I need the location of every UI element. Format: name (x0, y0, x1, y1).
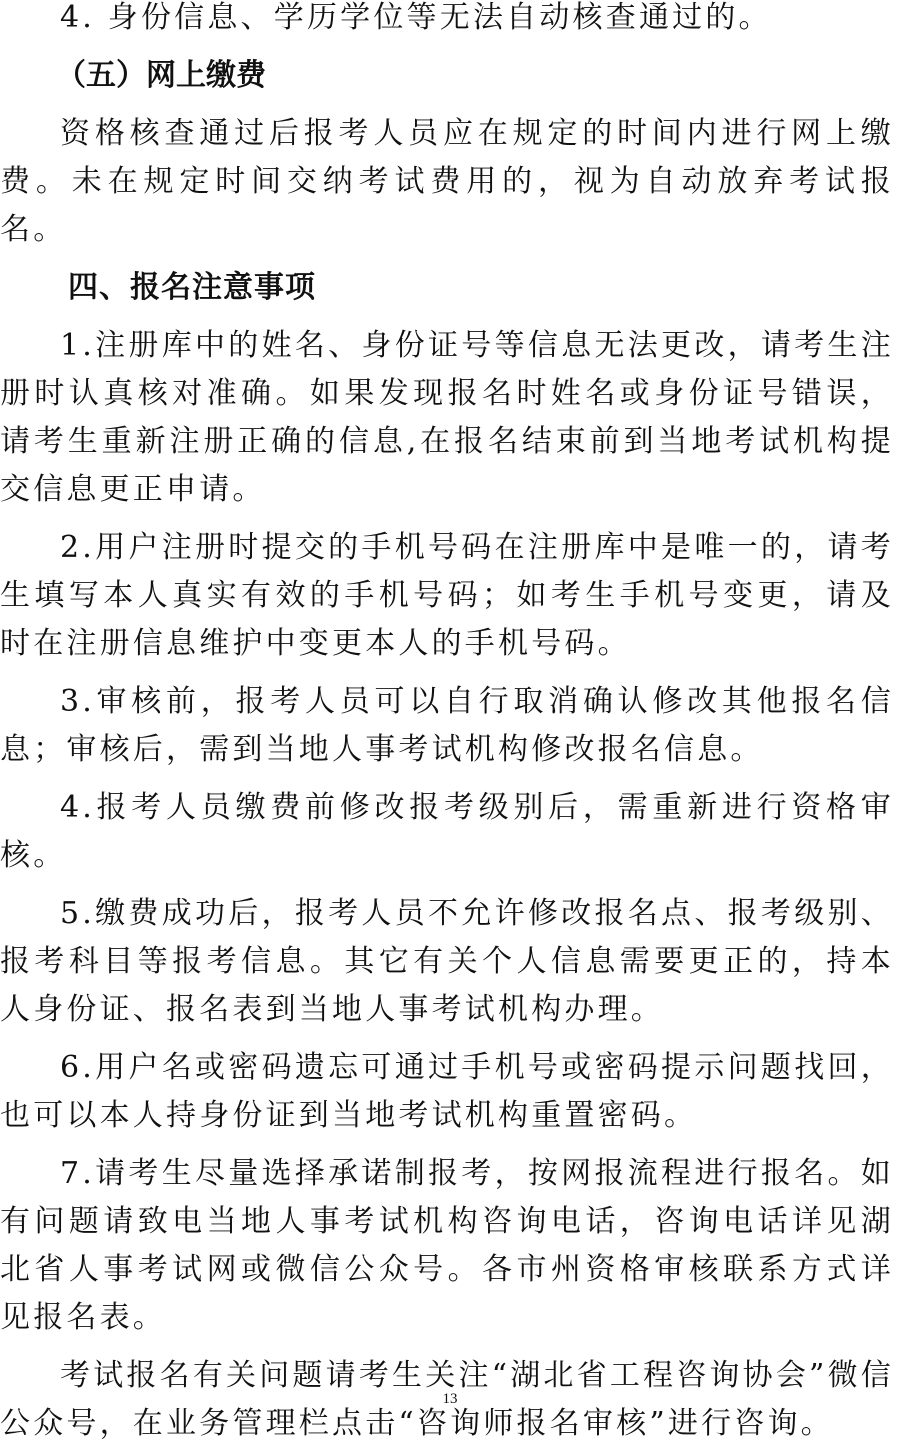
paragraph-payment-rule: 资格核查通过后报考人员应在规定的时间内进行网上缴费。未在规定时间交纳考试费用的，视为自动放弃考试报名。 (0, 116, 894, 247)
page-number: 13 (442, 1391, 458, 1407)
paragraph-note-2: 2.用户注册时提交的手机号码在注册库中是唯一的，请考生填写本人真实有效的手机号码；如考生手机号变更，请及时在注册信息维护中变更本人的手机号码。 (0, 530, 894, 661)
paragraph-note-1: 1.注册库中的姓名、身份证号等信息无法更改，请考生注册时认真核对准确。如果发现报名时姓名或身份证号错误，请考生重新注册正确的信息,在报名结束前到当地考试机构提交信息更正申请。 (0, 328, 894, 507)
section-heading-registration-notes: 四、报名注意事项 (68, 270, 316, 305)
subheading-online-payment: （五）网上缴费 (56, 58, 266, 93)
paragraph-note-4: 4.报考人员缴费前修改报考级别后，需重新进行资格审核。 (0, 790, 894, 873)
paragraph-note-6: 6.用户名或密码遗忘可通过手机号或密码提示问题找回，也可以本人持身份证到当地考试机构重置密码。 (0, 1050, 894, 1133)
paragraph-note-5: 5.缴费成功后，报考人员不允许修改报名点、报考级别、报考科目等报考信息。其它有关个人信息需要更正的，持本人身份证、报名表到当地人事考试机构办理。 (0, 896, 894, 1027)
paragraph-note-7: 7.请考生尽量选择承诺制报考，按网报流程进行报名。如有问题请致电当地人事考试机构咨询电话，咨询电话详见湖北省人事考试网或微信公众号。各市州资格审核联系方式详见报名表。 (0, 1156, 894, 1335)
paragraph-consultation: 考试报名有关问题请考生关注“湖北省工程咨询协会”微信公众号，在业务管理栏点击“咨询师报名审核”进行咨询。 (0, 1358, 894, 1441)
paragraph-item-4-identity: 4. 身份信息、学历学位等无法自动核查通过的。 (60, 0, 772, 35)
paragraph-note-3: 3.审核前，报考人员可以自行取消确认修改其他报名信息；审核后，需到当地人事考试机构修改报名信息。 (0, 684, 894, 767)
